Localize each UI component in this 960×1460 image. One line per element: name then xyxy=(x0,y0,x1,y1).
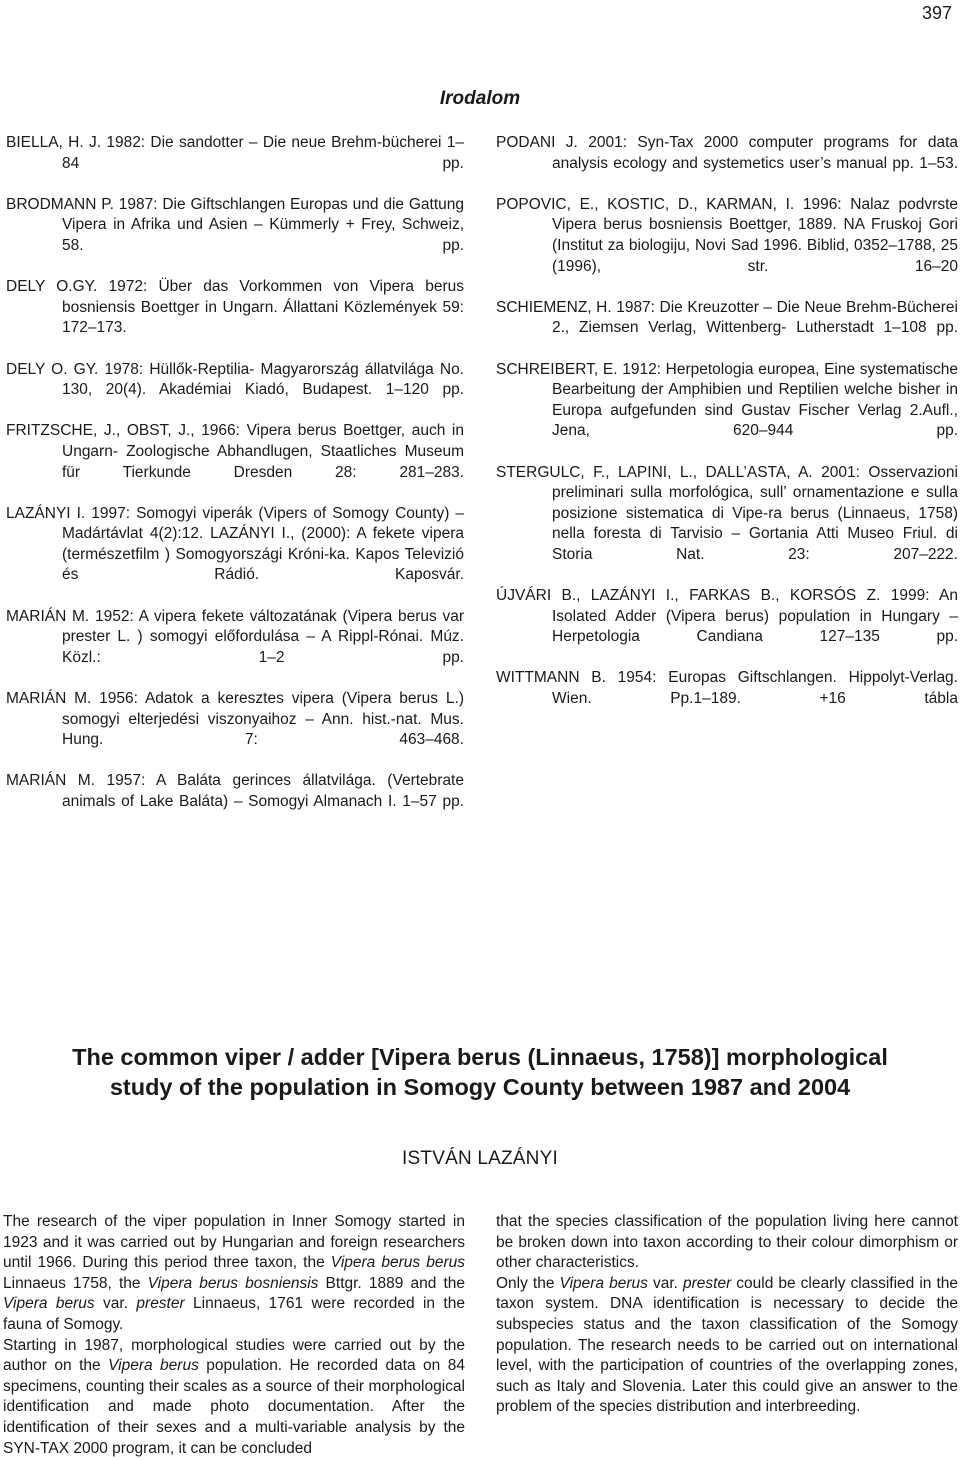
reference-entry: SCHREIBERT, E. 1912: Herpetologia europea, Eine systematische Bearbeitung der Amphibien und Reptilien welche bisher in Europa aufgefunden sind Gustav Fischer Verlag 2.Aufl., Jena, 620–944 pp. xyxy=(496,360,958,440)
text-run: Linnaeus, 1761 were recorded in the fauna of Somogy. xyxy=(3,1295,465,1333)
references-right-column xyxy=(496,133,958,730)
section-title: Irodalom xyxy=(439,88,521,109)
reference-entry: FRITZSCHE, J., OBST, J., 1966: Vipera berus Boettger, auch in Ungarn- Zoologische Abhandlugen, Staatliches Museum für Tierkunde Dresden 28: 281–283. xyxy=(6,422,464,481)
reference-entry: BRODMANN P. 1987: Die Giftschlangen Europas und die Gattung Vipera in Afrika und Asien – Kümmerly + Frey, Schweiz, 58. pp. xyxy=(6,195,464,254)
text-run: var. xyxy=(647,1274,683,1292)
article-title-line: study of the population in Somogy County between 1987 and 2004 xyxy=(109,1074,851,1100)
reference-entry: ÚJVÁRI B., LAZÁNYI I., FARKAS B., KORSÓS Z. 1999: An Isolated Adder (Vipera berus) population in Hungary – Herpetologia Candiana 127–135 pp. xyxy=(496,587,958,646)
text-run: Only the xyxy=(496,1274,560,1292)
abstract-left-column xyxy=(3,1212,465,1459)
reference-entry: LAZÁNYI I. 1997: Somogyi viperák (Vipers of Somogy County) – Madártávlat 4(2):12. LAZÁNYI I., (2000): A fekete vipera (természetfilm ) Somogyországi Króni-ka. Kapos Televizió és Rádió. Kaposvár. xyxy=(6,504,464,584)
reference-entry: MARIÁN M. 1956: Adatok a keresztes vipera (Vipera berus L.) somogyi elterjedési viszonyaihoz – Ann. hist.-nat. Mus. Hung. 7: 463–468. xyxy=(6,690,464,749)
text-run: Linnaeus 1758, the xyxy=(3,1274,148,1292)
reference-entry: PODANI J. 2001: Syn-Tax 2000 computer programs for data analysis ecology and systemetics user’s manual pp. 1–53. xyxy=(496,134,958,172)
reference-entry: BIELLA, H. J. 1982: Die sandotter – Die neue Brehm-bücherei 1–84 pp. xyxy=(6,134,464,172)
text-run: The research of the viper population in Inner Somogy started in 1923 and it was carried out by Hungarian and foreign researchers until 1966. During this period three taxon, the xyxy=(3,1213,465,1272)
reference-entry: STERGULC, F., LAPINI, L., DALL’ASTA, A. 2001: Osservazioni preliminari sulla morfológica, sull’ ornamentazione e sulla posizione sistematica di Vipe-ra berus (Linnaeus, 1758) nella foresta di Tarvisio – Gortania Atti Museo Friul. di Storia Nat. 23: 207–222. xyxy=(496,463,958,563)
author-name: ISTVÁN LAZÁNYI xyxy=(402,1148,558,1169)
species-name: Vipera berus xyxy=(108,1357,199,1375)
species-name: prester xyxy=(682,1274,732,1292)
article-title xyxy=(0,1042,960,1102)
reference-entry: DELY O.GY. 1972: Über das Vorkommen von Vipera berus bosniensis Boettger in Ungarn. Állattani Közlemények 59: 172–173. xyxy=(6,278,464,337)
abstract-right-column xyxy=(496,1212,958,1418)
text-run: could be clearly classified in the taxon system. DNA identification is necessary to decide the subspecies status and the taxon classification of the Somogy population. The research needs to be carried out on international level, with the participation of countries of the overlapping zones, such as Italy and Slovenia. Later this could give an answer to the problem of the species distribution and interbreeding. xyxy=(496,1274,958,1416)
article-title-line: The common viper / adder [Vipera berus (Linnaeus, 1758)] morphological xyxy=(72,1044,888,1070)
abstract-paragraph xyxy=(496,1274,958,1418)
reference-entry: MARIÁN M. 1952: A vipera fekete változatának (Vipera berus var prester L. ) somogyi előfordulása – A Rippl-Rónai. Múz. Közl.: 1–2 pp. xyxy=(6,607,464,666)
abstract-paragraph: that the species classification of the population living here cannot be broken down into taxon according to their colour dimorphism or other characteristics. xyxy=(496,1213,958,1272)
species-name: Vipera berus berus xyxy=(330,1254,465,1272)
species-name: Vipera berus xyxy=(559,1274,648,1292)
reference-entry: WITTMANN B. 1954: Europas Giftschlangen. Hippolyt-Verlag. Wien. Pp.1–189. +16 tábla xyxy=(496,669,958,708)
reference-entry: DELY O. GY. 1978: Hüllők-Reptilia- Magyarország állatvilága No. 130, 20(4). Akadémiai Kiadó, Budapest. 1–120 pp. xyxy=(6,360,464,399)
reference-entry: SCHIEMENZ, H. 1987: Die Kreuzotter – Die Neue Brehm-Bücherei 2., Ziemsen Verlag, Wittenberg- Lutherstadt 1–108 pp. xyxy=(496,298,958,337)
species-name: Vipera berus bosniensis xyxy=(147,1274,319,1292)
references-left-column xyxy=(6,133,464,833)
abstract-paragraph xyxy=(3,1336,465,1460)
text-run: var. xyxy=(94,1295,137,1313)
reference-entry: MARIÁN M. 1957: A Baláta gerinces állatvilága. (Vertebrate animals of Lake Baláta) – Somogyi Almanach I. 1–57 pp. xyxy=(6,772,464,810)
text-run: Bttgr. 1889 and the xyxy=(318,1274,465,1292)
species-name: Vipera berus xyxy=(3,1295,95,1313)
text-run: Starting in 1987, morphological studies were carried out by the author on the xyxy=(3,1336,465,1375)
page-number: 397 xyxy=(921,3,952,23)
reference-entry: POPOVIC, E., KOSTIC, D., KARMAN, I. 1996: Nalaz podvrste Vipera berus bosniensis Boettger, 1889. NA Fruskoj Gori (Institut za biologiju, Novi Sad 1996. Biblid, 0352–1788, 25 (1996), str. 16–20 xyxy=(496,195,958,275)
text-run: population. He recorded data on 84 specimens, counting their scales as a source of their morphological identification and made photo documentation. After the identification of their sexes and a multi-variable analysis by the SYN-TAX 2000 program, it can be concluded xyxy=(3,1357,465,1457)
abstract-paragraph xyxy=(3,1212,465,1336)
species-name: prester xyxy=(136,1295,185,1313)
